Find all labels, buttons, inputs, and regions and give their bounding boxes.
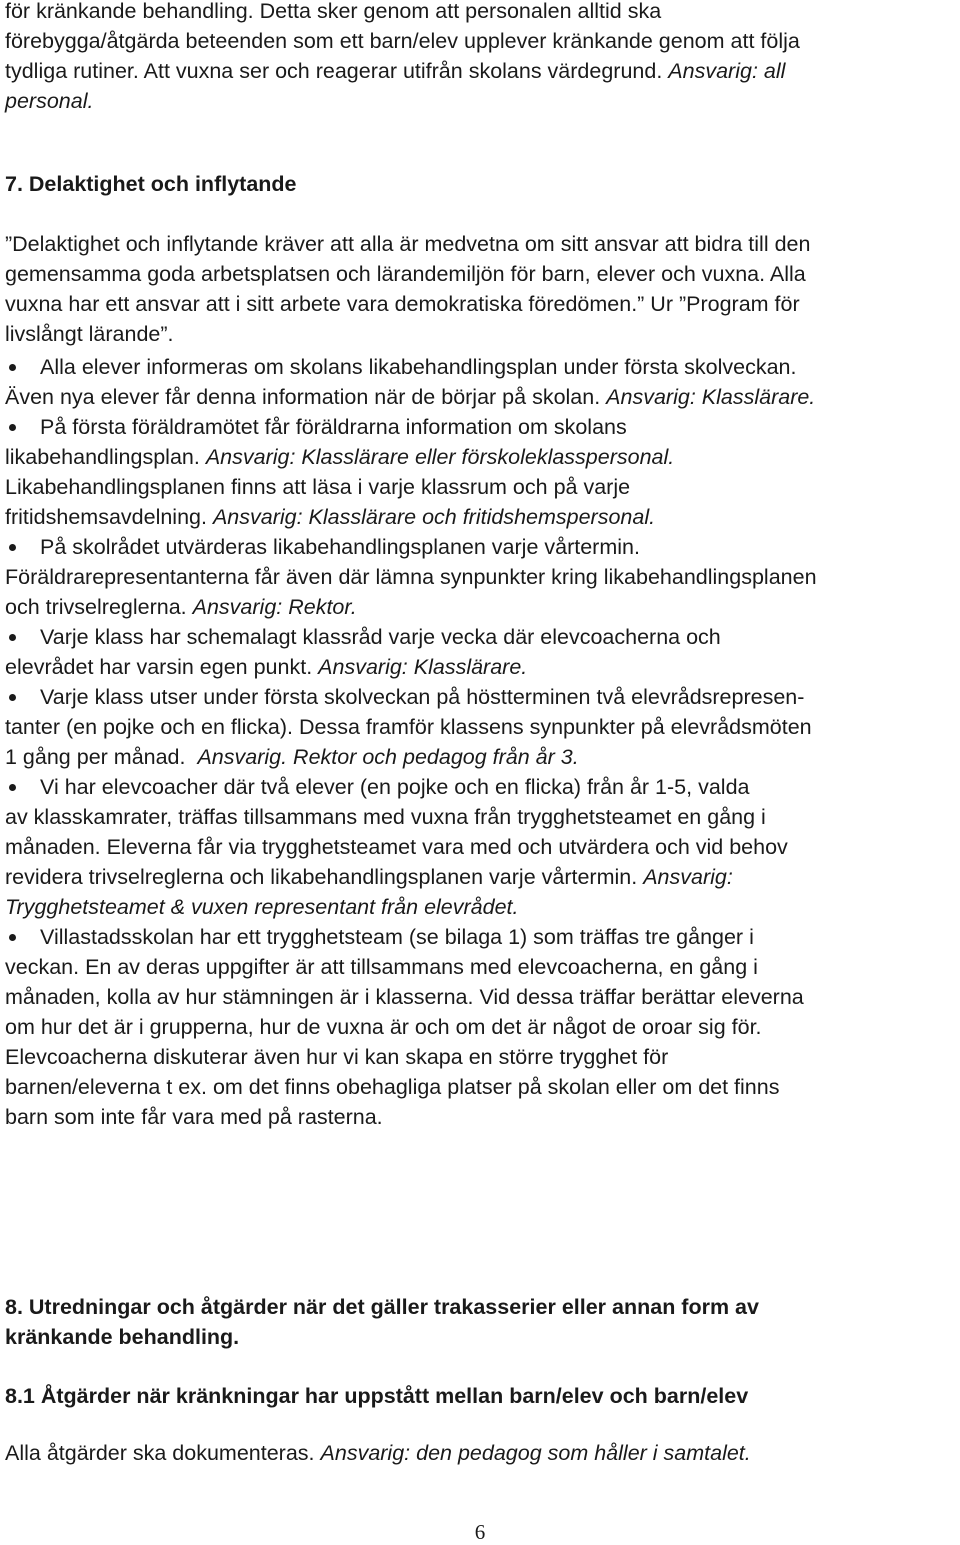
quote-line: ”Delaktighet och inflytande kräver att alla är medvetna om sitt ansvar att bidra till den <box>5 232 811 256</box>
list-item-line: och trivselreglerna. Ansvarig: Rektor. <box>5 595 357 619</box>
responsible-note: Ansvarig: Rektor. <box>192 595 357 619</box>
bullet-icon <box>9 694 16 701</box>
responsible-note: Ansvarig: Klasslärare. <box>318 655 528 679</box>
responsible-note: personal. <box>5 89 94 113</box>
list-item-line: elevrådet har varsin egen punkt. Ansvarig: Klasslärare. <box>5 655 528 679</box>
section-8-heading: kränkande behandling. <box>5 1325 240 1349</box>
bullet-icon <box>9 934 16 941</box>
list-item-line: fritidshemsavdelning. Ansvarig: Klasslärare och fritidshemspersonal. <box>5 505 656 529</box>
section-7-heading: 7. Delaktighet och inflytande <box>5 172 297 196</box>
bullet-icon <box>9 634 16 641</box>
responsible-note: Ansvarig: Klasslärare och fritidshemspersonal. <box>212 505 656 529</box>
list-item-line: Föräldrarepresentanterna får även där lämna synpunkter kring likabehandlingsplanen <box>5 565 817 589</box>
list-item-line: veckan. En av deras uppgifter är att tillsammans med elevcoacherna, en gång i <box>5 955 758 979</box>
section-8-1-heading: 8.1 Åtgärder när kränkningar har uppstått mellan barn/elev och barn/elev <box>5 1384 749 1408</box>
responsible-note: Ansvarig. Rektor och pedagog från år 3. <box>197 745 579 769</box>
list-item-line: 1 gång per månad. Ansvarig. Rektor och pedagog från år 3. <box>5 745 579 769</box>
list-item-line: månaden. Eleverna får via trygghetsteamet vara med och utvärdera och vid behov <box>5 835 788 859</box>
list-item-line: likabehandlingsplan. Ansvarig: Klasslärare eller förskoleklasspersonal. <box>5 445 675 469</box>
list-item-line: Likabehandlingsplanen finns att läsa i varje klassrum och på varje <box>5 475 631 499</box>
quote-line: vuxna har ett ansvar att i sitt arbete vara demokratiska föredömen.” Ur ”Program för <box>5 292 800 316</box>
list-item: Varje klass har schemalagt klassråd varje vecka där elevcoacherna och <box>40 625 721 649</box>
list-item-line: revidera trivselreglerna och likabehandlingsplanen varje vårtermin. Ansvarig: <box>5 865 733 889</box>
list-item-line: barnen/eleverna t ex. om det finns obehagliga platser på skolan eller om det finns <box>5 1075 780 1099</box>
responsible-note: Ansvarig: <box>643 865 733 889</box>
intro-line: tydliga rutiner. Att vuxna ser och reagerar utifrån skolans värdegrund. Ansvarig: all <box>5 59 786 83</box>
responsible-note: Ansvarig: Klasslärare. <box>606 385 816 409</box>
paragraph: Alla åtgärder ska dokumenteras. Ansvarig: den pedagog som håller i samtalet. <box>5 1441 751 1465</box>
list-item: Villastadsskolan har ett trygghetsteam (se bilaga 1) som träffas tre gånger i <box>40 925 754 949</box>
responsible-note: Ansvarig: Klasslärare eller förskoleklasspersonal. <box>205 445 675 469</box>
list-item-line: om hur det är i grupperna, hur de vuxna är och om det är något de oroar sig för. <box>5 1015 762 1039</box>
responsible-note: Ansvarig: all <box>668 59 786 83</box>
list-item: Vi har elevcoacher där två elever (en pojke och en flicka) från år 1-5, valda <box>40 775 750 799</box>
list-item: På första föräldramötet får föräldrarna information om skolans <box>40 415 627 439</box>
list-item-line: tanter (en pojke och en flicka). Dessa framför klassens synpunkter på elevrådsmöten <box>5 715 812 739</box>
quote-line: livslångt lärande”. <box>5 322 174 346</box>
intro-line: förebygga/åtgärda beteenden som ett barn/elev upplever kränkande genom att följa <box>5 29 800 53</box>
list-item-line: månaden, kolla av hur stämningen är i klasserna. Vid dessa träffar berättar eleverna <box>5 985 804 1009</box>
responsible-note: Trygghetsteamet & vuxen representant från elevrådet. <box>5 895 519 919</box>
quote-line: gemensamma goda arbetsplatsen och lärandemiljön för barn, elever och vuxna. Alla <box>5 262 806 286</box>
bullet-icon <box>9 424 16 431</box>
page-number: 6 <box>474 1520 486 1544</box>
list-item-line: Även nya elever får denna information när de börjar på skolan. Ansvarig: Klasslärare. <box>5 385 816 409</box>
list-item-line: av klasskamrater, träffas tillsammans med vuxna från trygghetsteamet en gång i <box>5 805 766 829</box>
list-item-line: Elevcoacherna diskuterar även hur vi kan skapa en större trygghet för <box>5 1045 669 1069</box>
bullet-icon <box>9 544 16 551</box>
list-item-line: barn som inte får vara med på rasterna. <box>5 1105 383 1129</box>
section-8-heading: 8. Utredningar och åtgärder när det gäller trakasserier eller annan form av <box>5 1295 759 1319</box>
bullet-icon <box>9 364 16 371</box>
responsible-note: Ansvarig: den pedagog som håller i samtalet. <box>320 1441 751 1465</box>
bullet-icon <box>9 784 16 791</box>
list-item: Alla elever informeras om skolans likabehandlingsplan under första skolveckan. <box>40 355 797 379</box>
list-item: På skolrådet utvärderas likabehandlingsplanen varje vårtermin. <box>40 535 640 559</box>
list-item: Varje klass utser under första skolveckan på höstterminen två elevrådsrepresen- <box>40 685 805 709</box>
intro-line: för kränkande behandling. Detta sker genom att personalen alltid ska <box>5 0 662 23</box>
